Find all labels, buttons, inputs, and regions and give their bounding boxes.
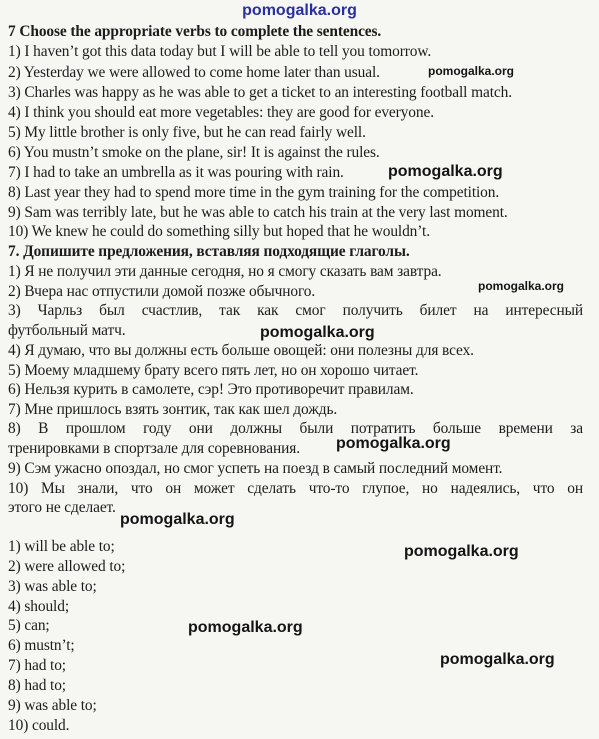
watermark: pomogalka.org <box>260 324 375 341</box>
answer-6: 6) mustn’t; <box>8 637 75 654</box>
english-sentence-1: 1) I haven’t got this data today but I will be able to tell you tomorrow. <box>8 43 432 60</box>
russian-sentence-2: 2) Вчера нас отпустили домой позже обычного. <box>8 283 316 300</box>
english-sentence-3: 3) Charles was happy as he was able to get a ticket to an interesting football match. <box>8 84 512 101</box>
watermark: pomogalka.org <box>188 619 303 636</box>
answer-8: 8) had to; <box>8 677 66 694</box>
watermark-top: pomogalka.org <box>242 2 357 19</box>
russian-sentence-5: 5) Моему младшему брату всего пять лет, но он хорошо читает. <box>8 362 419 379</box>
watermark: pomogalka.org <box>336 435 451 452</box>
russian-heading: 7. Допишите предложения, вставляя подходящие глаголы. <box>8 243 410 260</box>
answer-4: 4) should; <box>8 598 69 615</box>
watermark: pomogalka.org <box>120 511 235 528</box>
watermark: pomogalka.org <box>388 163 503 180</box>
english-sentence-10: 10) We knew he could do something silly but hoped that he wouldn’t. <box>8 223 430 240</box>
answer-3: 3) was able to; <box>8 578 97 595</box>
english-sentence-8: 8) Last year they had to spend more time in the gym training for the competition. <box>8 184 500 201</box>
watermark: pomogalka.org <box>440 651 555 668</box>
answer-10: 10) could. <box>8 717 70 734</box>
english-sentence-4: 4) I think you should eat more vegetables: they are good for everyone. <box>8 104 434 121</box>
english-sentence-2: 2) Yesterday we were allowed to come home later than usual. <box>8 64 380 81</box>
russian-sentence-8b: тренировками в спортзале для соревнования. <box>8 440 300 457</box>
russian-sentence-1: 1) Я не получил эти данные сегодня, но я смогу сказать вам завтра. <box>8 263 442 280</box>
answer-7: 7) had to; <box>8 657 66 674</box>
russian-sentence-9: 9) Сэм ужасно опоздал, но смог успеть на поезд в самый последний момент. <box>8 460 503 477</box>
english-sentence-9: 9) Sam was terribly late, but he was able to catch his train at the very last moment. <box>8 204 508 221</box>
english-sentence-5: 5) My little brother is only five, but he can read fairly well. <box>8 124 366 141</box>
russian-sentence-3a: 3) Чарльз был счастлив, так как смог получить билет на интересный <box>8 302 583 319</box>
russian-sentence-3b: футбольный матч. <box>8 322 126 339</box>
answer-9: 9) was able to; <box>8 697 97 714</box>
watermark: pomogalka.org <box>428 64 515 78</box>
answer-2: 2) were allowed to; <box>8 558 126 575</box>
english-sentence-6: 6) You mustn’t smoke on the plane, sir! It is against the rules. <box>8 144 380 161</box>
russian-sentence-6: 6) Нельзя курить в самолете, сэр! Это противоречит правилам. <box>8 381 414 398</box>
russian-sentence-8a: 8) В прошлом году они должны были потратить больше времени за <box>8 420 583 437</box>
english-sentence-7: 7) I had to take an umbrella as it was pouring with rain. <box>8 164 344 181</box>
russian-sentence-4: 4) Я думаю, что вы должны есть больше овощей: они полезны для всех. <box>8 342 474 359</box>
answer-1: 1) will be able to; <box>8 538 115 555</box>
russian-sentence-10b: этого не сделает. <box>8 499 116 516</box>
watermark: pomogalka.org <box>404 543 519 560</box>
watermark: pomogalka.org <box>478 279 565 293</box>
answer-5: 5) can; <box>8 617 50 634</box>
russian-sentence-10a: 10) Мы знали, что он может сделать что-то глупое, но надеялись, что он <box>8 480 583 497</box>
russian-sentence-7: 7) Мне пришлось взять зонтик, так как шел дождь. <box>8 401 338 418</box>
english-heading: 7 Choose the appropriate verbs to complete the sentences. <box>8 23 382 40</box>
